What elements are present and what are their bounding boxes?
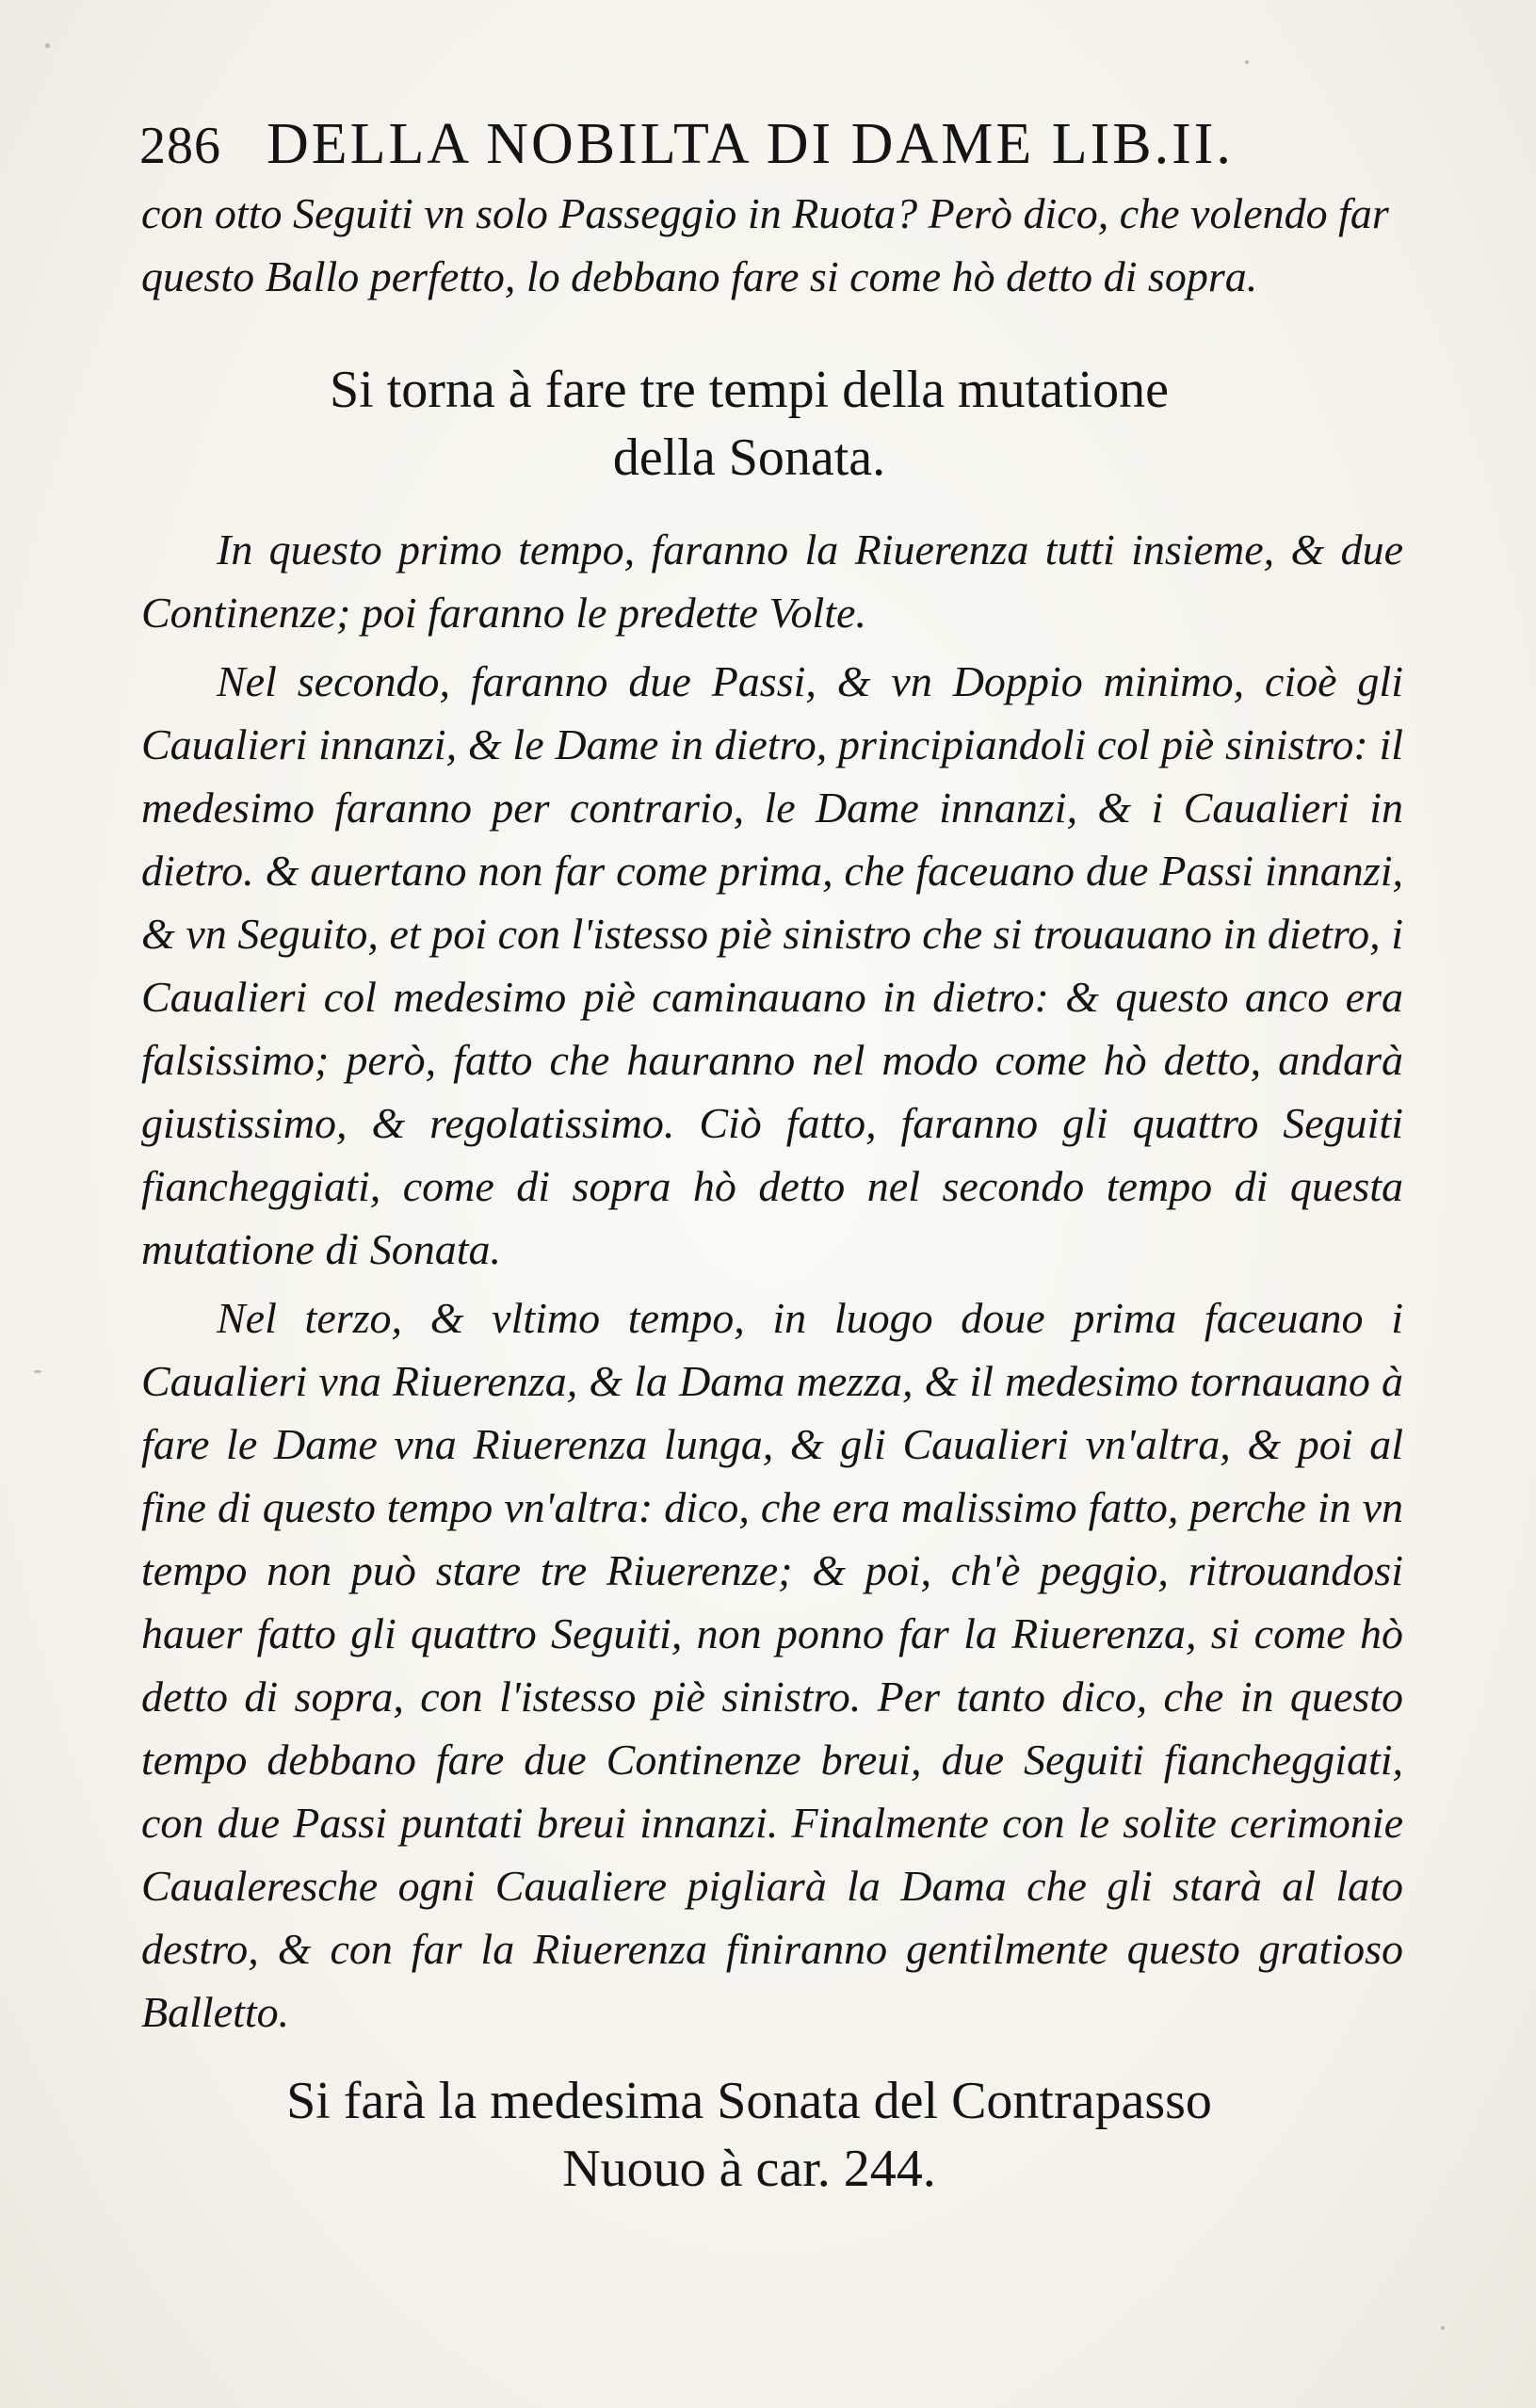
paper-speck — [45, 43, 50, 48]
paper-speck — [34, 1370, 41, 1373]
section-heading — [0, 356, 1517, 492]
page-number: 286 — [139, 117, 221, 175]
closing-heading-line-1: Si farà la medesima Sonata del Contrapasso — [286, 2072, 1212, 2130]
paper-speck — [1245, 60, 1249, 64]
closing-heading-line-2: Nuouo à car. 244. — [562, 2140, 936, 2198]
opening-paragraph: con otto Seguiti vn solo Passeggio in Ruota? Però dico, che volendo far questo Ballo perfetto, lo debbano fare si come hò detto di sopra. — [141, 189, 1389, 300]
opening-text-block — [141, 182, 1403, 308]
running-head — [139, 111, 1401, 186]
section-heading-line-2: della Sonata. — [612, 428, 886, 487]
paragraph-secondo-tempo: Nel secondo, faranno due Passi, & vn Doppio minimo, cioè gli Caualieri innanzi, & le Dame in dietro, principiandoli col piè sinistro: il medesimo faranno per contrario, le Dame innanzi, & i Caualieri in dietro. & auertano non far come prima, che faceuano due Passi innanzi, & vn Seguito, et poi con l'istesso piè sinistro che si trouauano in dietro, i Caualieri col medesimo piè caminauano in dietro: & questo anco era falsissimo; però, fatto che hauranno nel modo come hò detto, andarà giustissimo, & regolatissimo. Ciò fatto, faranno gli quattro Seguiti fiancheggiati, come di sopra hò detto nel secondo tempo di questa mutatione di Sonata. — [141, 657, 1403, 1273]
body-paragraphs — [141, 518, 1403, 2044]
paragraph-primo-tempo: In questo primo tempo, faranno la Riuerenza tutti insieme, & due Continenze; poi faranno le predette Volte. — [141, 525, 1403, 637]
paper-speck — [1441, 2326, 1445, 2330]
paragraph-terzo-tempo: Nel terzo, & vltimo tempo, in luogo doue prima faceuano i Caualieri vna Riuerenza, & la Dama mezza, & il medesimo tornauano à fare le Dame vna Riuerenza lunga, & gli Caualieri vn'altra, & poi al fine di questo tempo vn'altra: dico, che era malissimo fatto, perche in vn tempo non può stare tre Riuerenze; & poi, ch'è peggio, ritrouandosi hauer fatto gli quattro Seguiti, non ponno far la Riuerenza, si come hò detto di sopra, con l'istesso piè sinistro. Per tanto dico, che in questo tempo debbano fare due Continenze breui, due Seguiti fiancheggiati, con due Passi puntati breui innanzi. Finalmente con le solite cerimonie Caualeresche ogni Caualiere pigliarà la Dama che gli starà al lato destro, & con far la Riuerenza finiranno gentilmente questo gratioso Balletto. — [141, 1294, 1403, 2036]
running-title: DELLA NOBILTA DI DAME LIB.II. — [267, 112, 1234, 176]
closing-heading — [0, 2067, 1517, 2203]
section-heading-line-1: Si torna à fare tre tempi della mutatione — [330, 361, 1169, 419]
